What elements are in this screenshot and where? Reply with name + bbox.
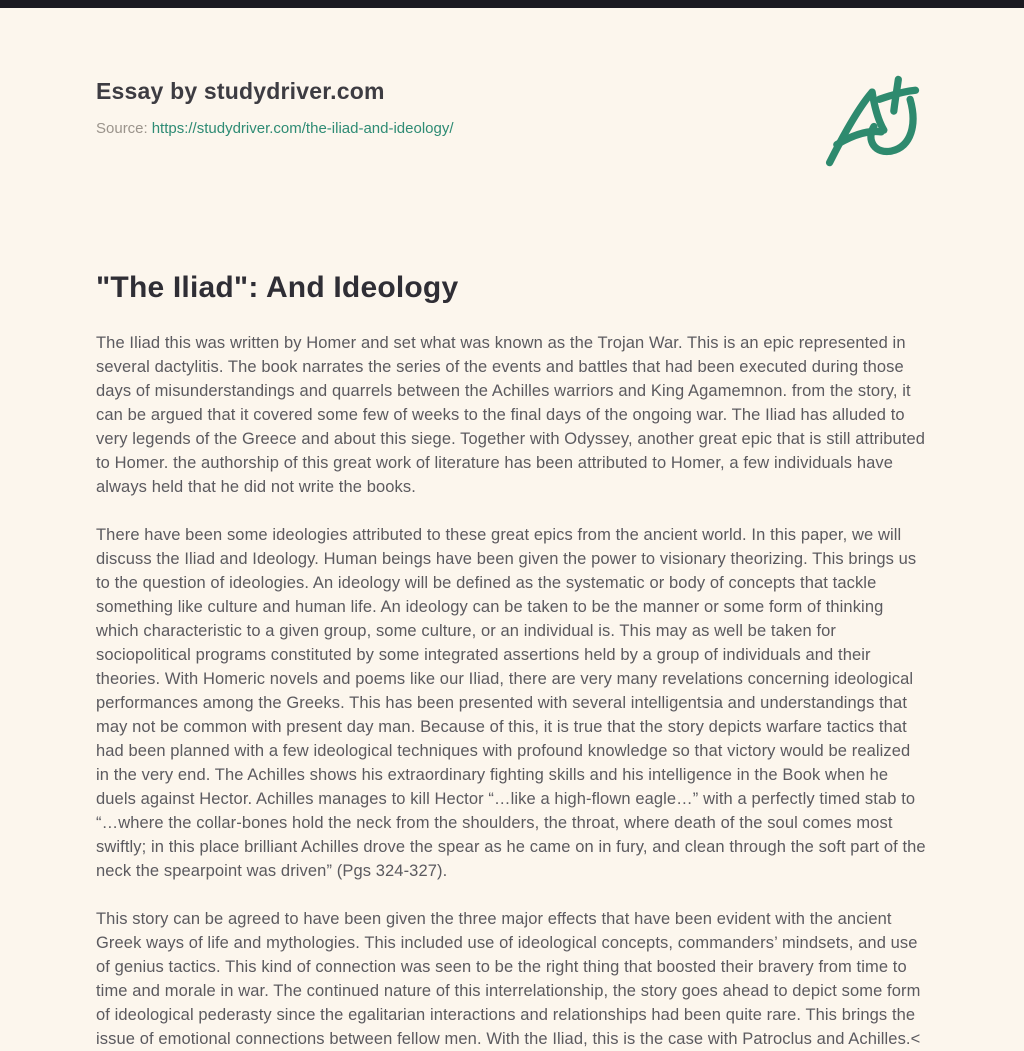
studydriver-a-plus-logo-icon (818, 74, 928, 169)
source-line (96, 120, 454, 137)
top-bar (0, 0, 1024, 8)
header-text-block (96, 78, 454, 137)
essay-paragraph-2: There have been some ideologies attributed to these great epics from the ancient world. In this paper, we will discuss the Iliad and Ideology. Human beings have been given the power to visionary theorizing. This brings us to the question of ideologies. An ideology will be defined as the systematic or body of concepts that tackle something like culture and human life. An ideology can be taken to be the manner or some form of thinking which characteristic to a given group, some culture, or an individual is. This may as well be taken for sociopolitical programs constituted by some integrated assertions held by a group of individuals and their theories. With Homeric novels and poems like our Iliad, there are very many revelations concerning ideological performances among the Greeks. This has been presented with several intelligentsia and understandings that may not be common with present day man. Because of this, it is true that the story depicts warfare tactics that had been planned with a few ideological techniques with profound knowledge so that victory would be realized in the very end. The Achilles shows his extraordinary fighting skills and his intelligence in the Book when he duels against Hector. Achilles manages to kill Hector “…like a high-flown eagle…” with a perfectly timed stab to “…where the collar-bones hold the neck from the shoulders, the throat, where death of the soul comes most swiftly; in this place brilliant Achilles drove the spear as he came on in fury, and clean through the soft part of the neck the spearpoint was driven” (Pgs 324-327). (96, 526, 926, 880)
essay-body (96, 331, 928, 1051)
header-title: Essay by studydriver.com (96, 78, 385, 104)
essay-title: "The Iliad": And Ideology (96, 271, 459, 304)
essay-page (0, 8, 1024, 1051)
essay-content (96, 271, 928, 1051)
essay-paragraph-3: This story can be agreed to have been given the three major effects that have been evident with the ancient Greek ways of life and mythologies. This included use of ideological concepts, commanders’ mindsets, and use of genius tactics. This kind of connection was seen to be the right thing that boosted their bravery from time to time and morale in war. The continued nature of this interrelationship, the story goes ahead to depict some form of ideological pederasty since the egalitarian interactions and relationships had been quite rare. This brings the issue of emotional connections between fellow men. With the Iliad, this is the case with Patroclus and Achilles.< (96, 910, 921, 1048)
essay-paragraph-1: The Iliad this was written by Homer and set what was known as the Trojan War. This is an epic represented in several dactylitis. The book narrates the series of the events and battles that had been executed during those days of misunderstandings and quarrels between the Achilles warriors and King Agamemnon. from the story, it can be argued that it covered some few of weeks to the final days of the ongoing war. The Iliad has alluded to very legends of the Greece and about this siege. Together with Odyssey, another great epic that is still attributed to Homer. the authorship of this great work of literature has been attributed to Homer, a few individuals have always held that he did not write the books. (96, 334, 926, 496)
source-label: Source: (96, 120, 148, 137)
source-link[interactable]: https://studydriver.com/the-iliad-and-ideology/ (151, 120, 454, 137)
page-header (96, 78, 928, 169)
